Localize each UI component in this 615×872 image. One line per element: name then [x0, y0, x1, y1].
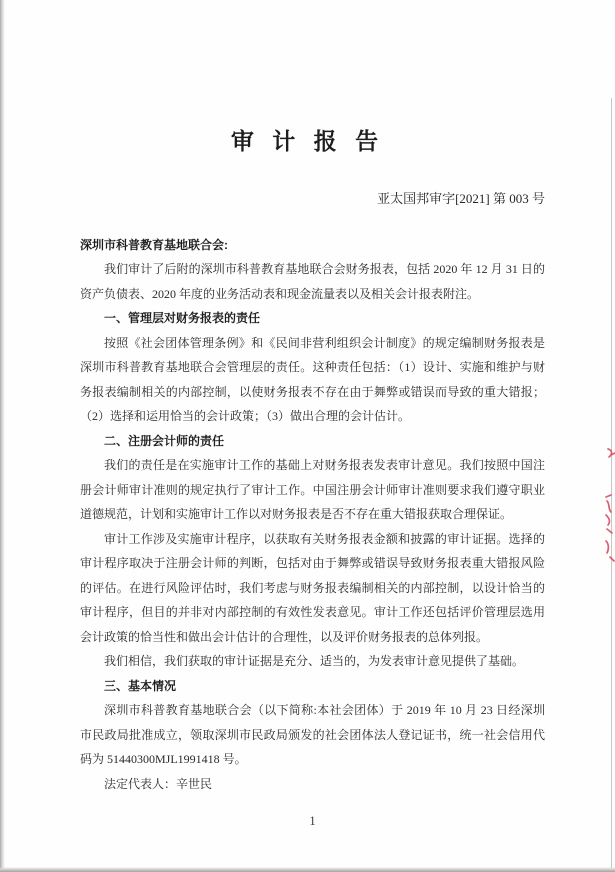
section-2-paragraph-2: 审计工作涉及实施审计程序，以获取有关财务报表金额和披露的审计证据。选择的审计程序取决于注册会计师的判断，包括对由于舞弊或错误导致财务报表重大错报风险的评估。在进行风险评估时，我们考虑与财务报表编制相关的内部控制，以设计恰当的审计程序，但目的并非对内部控制的有效性发表意见。审计工作还包括评价管理层选用会计政策的恰当性和做出会计估计的合理性，以及评价财务报表的总体列报。 [80, 531, 545, 644]
reference-number: 亚太国邦审字[2021] 第 003 号 [377, 190, 545, 206]
addressee-line: 深圳市科普教育基地联合会: [80, 237, 228, 252]
section-1-paragraph-1: 按照《社会团体管理条例》和《民间非营利组织会计制度》的规定编制财务报表是深圳市科普教育基地联合会管理层的责任。这种责任包括：（1）设计、实施和维护与财务报表编制相关的内部控制，以使财务报表不存在由于舞弊或错误而导致的重大错报；（2）选择和运用恰当的会计政策；（3）做出合理的会计估计。 [80, 335, 545, 424]
intro-paragraph: 我们审计了后附的深圳市科普教育基地联合会财务报表，包括 2020 年 12 月 31 日的资产负债表、2020 年度的业务活动表和现金流量表以及相关会计报表附注。 [80, 262, 545, 301]
report-title: 审 计 报 告 [230, 128, 385, 154]
section-3-paragraph-1: 深圳市科普教育基地联合会（以下简称:本社会团体）于 2019 年 10 月 23 日经深圳市民政局批准成立，领取深圳市民政局颁发的社会团体法人登记证书，统一社会信用代码为 51440300MJL1991418 号。 [80, 703, 545, 767]
section-1-heading: 一、管理层对财务报表的责任 [104, 311, 261, 326]
section-2-paragraph-3: 我们相信，我们获取的审计证据是充分、适当的，为发表审计意见提供了基础。 [104, 654, 525, 669]
section-2-heading: 二、注册会计师的责任 [104, 433, 225, 448]
section-2-paragraph-1: 我们的责任是在实施审计工作的基础上对财务报表发表审计意见。我们按照中国注册会计师审计准则的规定执行了审计工作。中国注册会计师审计准则要求我们遵守职业道德规范，计划和实施审计工作以对财务报表是否不存在重大错报获取合理保证。 [80, 458, 545, 522]
scan-edge-left [0, 0, 5, 872]
legal-representative-line: 法定代表人：辛世民 [104, 776, 213, 791]
scan-edge-bottom [0, 867, 615, 872]
report-body [80, 233, 545, 797]
section-3-heading: 三、基本情况 [104, 678, 177, 693]
page-number: 1 [309, 814, 316, 828]
red-seal-fragment-icon [599, 445, 615, 575]
